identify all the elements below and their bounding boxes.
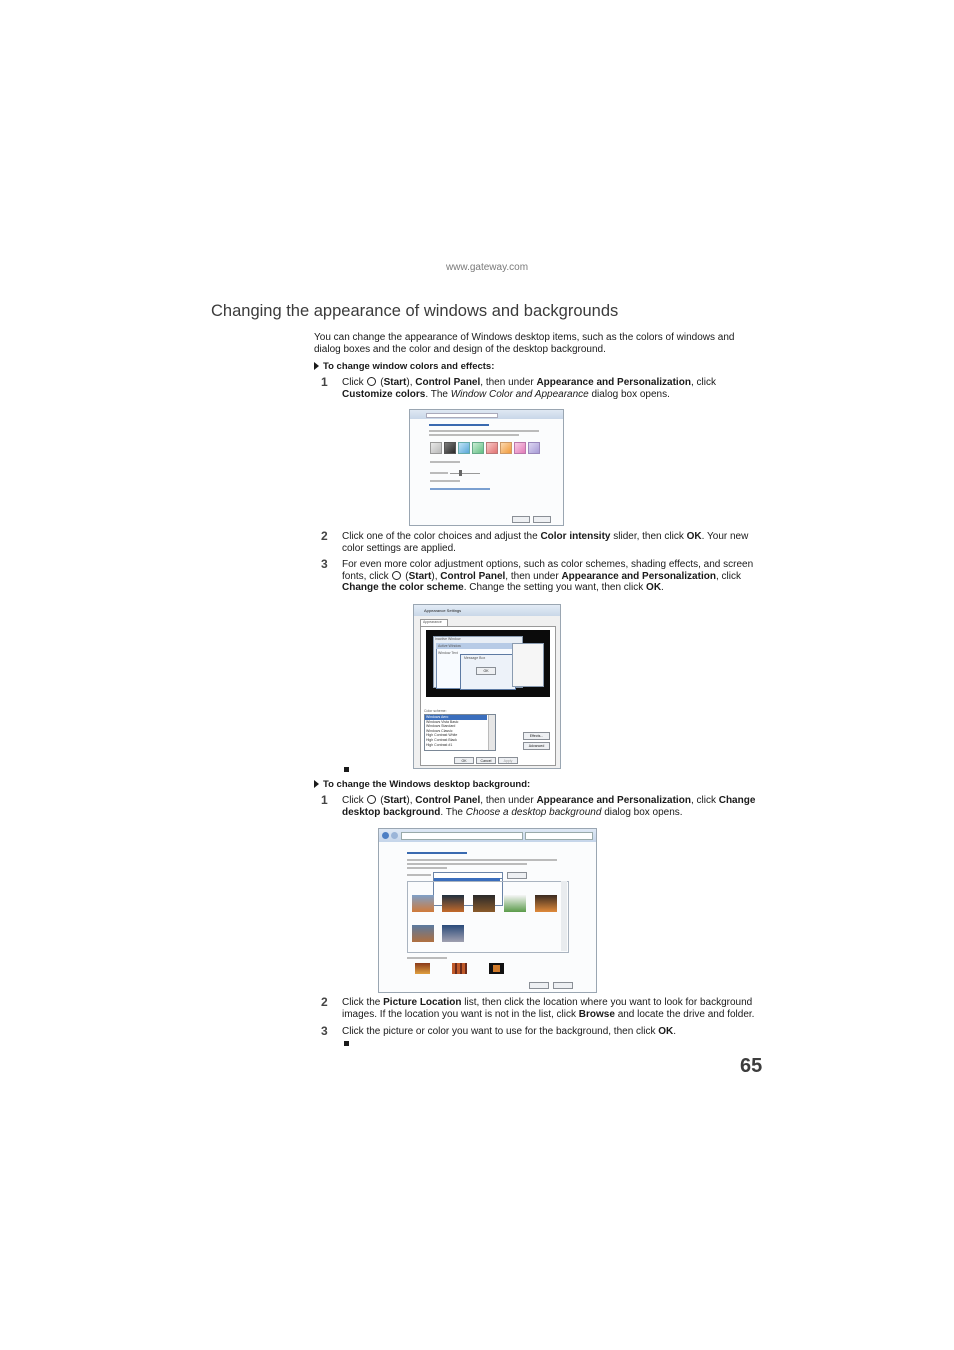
step-number: 3 [321,1024,328,1038]
color-scheme-item[interactable]: Windows Standard [426,724,456,729]
step-number: 1 [321,375,328,389]
color-scheme-item[interactable]: High Contrast White [426,733,458,738]
effects-button[interactable]: Effects... [523,732,550,740]
cancel-button[interactable]: Cancel [476,757,496,764]
appearance-tab: Appearance [423,620,442,624]
site-url: www.gateway.com [445,262,529,273]
step-number: 1 [321,793,328,807]
apply-button[interactable]: Apply [498,757,518,764]
procedure-heading-colors: To change window colors and effects: [314,361,494,372]
windows-start-icon [367,795,376,804]
ok-button[interactable]: OK [454,757,474,764]
color-scheme-item[interactable]: High Contrast Black [426,738,457,742]
page-number: 65 [740,1055,763,1077]
step-text: Click (Start), Control Panel, then under Appearance and Personalization, click Customize colors. The Window Color and Appearance dialog box opens. [342,377,716,400]
end-of-procedure-mark [344,1041,349,1046]
step-text: Click the Picture Location list, then click the location where you want to look for background images. If the location you want is not in the list, click Browse and locate the drive and folder. [342,997,755,1020]
dialog-title: Appearance Settings [424,608,462,613]
step-text: For even more color adjustment options, such as color schemes, shading effects, and screen fonts, click (Start), Control Panel, then under Appearance and Personalization, click Change the color scheme. Change the setting you want, then click OK. [342,559,754,593]
color-scheme-item[interactable]: Windows Aero [426,715,449,719]
screenshot-desktop-background [378,828,597,993]
triangle-icon [314,362,319,370]
section-title: Changing the appearance of windows and backgrounds [211,302,619,320]
step-text: Click (Start), Control Panel, then under Appearance and Personalization, click Change desktop background. The Choose a desktop background dialog box opens. [342,795,756,818]
color-scheme-item[interactable]: Windows Vista Basic [426,719,459,724]
color-scheme-item[interactable]: Windows Classic [426,728,453,733]
windows-start-icon [392,571,401,580]
procedure-heading-background: To change the Windows desktop background: [314,779,530,790]
step-number: 3 [321,557,328,571]
screenshot-appearance-settings: Appearance Settings Appearance Inactive Window Active Window Window Text Message Box OK Color scheme: Windows Aero Windows Vista Basic Windows Standard Windows Classic High Contrast White High Contrast Black High Contrast #1 Effects... Advanced OK Cancel Apply [413,604,561,769]
triangle-icon [314,780,319,788]
step-text: Click one of the color choices and adjust the Color intensity slider, then click OK. Your new color settings are applied. [342,531,749,554]
color-scheme-item[interactable]: High Contrast #1 [426,742,453,747]
advanced-button[interactable]: Advanced [523,742,550,750]
step-text: Click the picture or color you want to use for the background, then click OK. [342,1026,677,1037]
end-of-procedure-mark [344,767,349,772]
color-scheme-list[interactable] [424,714,496,751]
screenshot-window-color [409,409,564,526]
windows-start-icon [367,377,376,386]
step-number: 2 [321,995,328,1009]
step-number: 2 [321,529,328,543]
intro-paragraph: You can change the appearance of Windows desktop items, such as the colors of windows and dialog boxes and the color and design of the desktop background. [314,332,735,355]
